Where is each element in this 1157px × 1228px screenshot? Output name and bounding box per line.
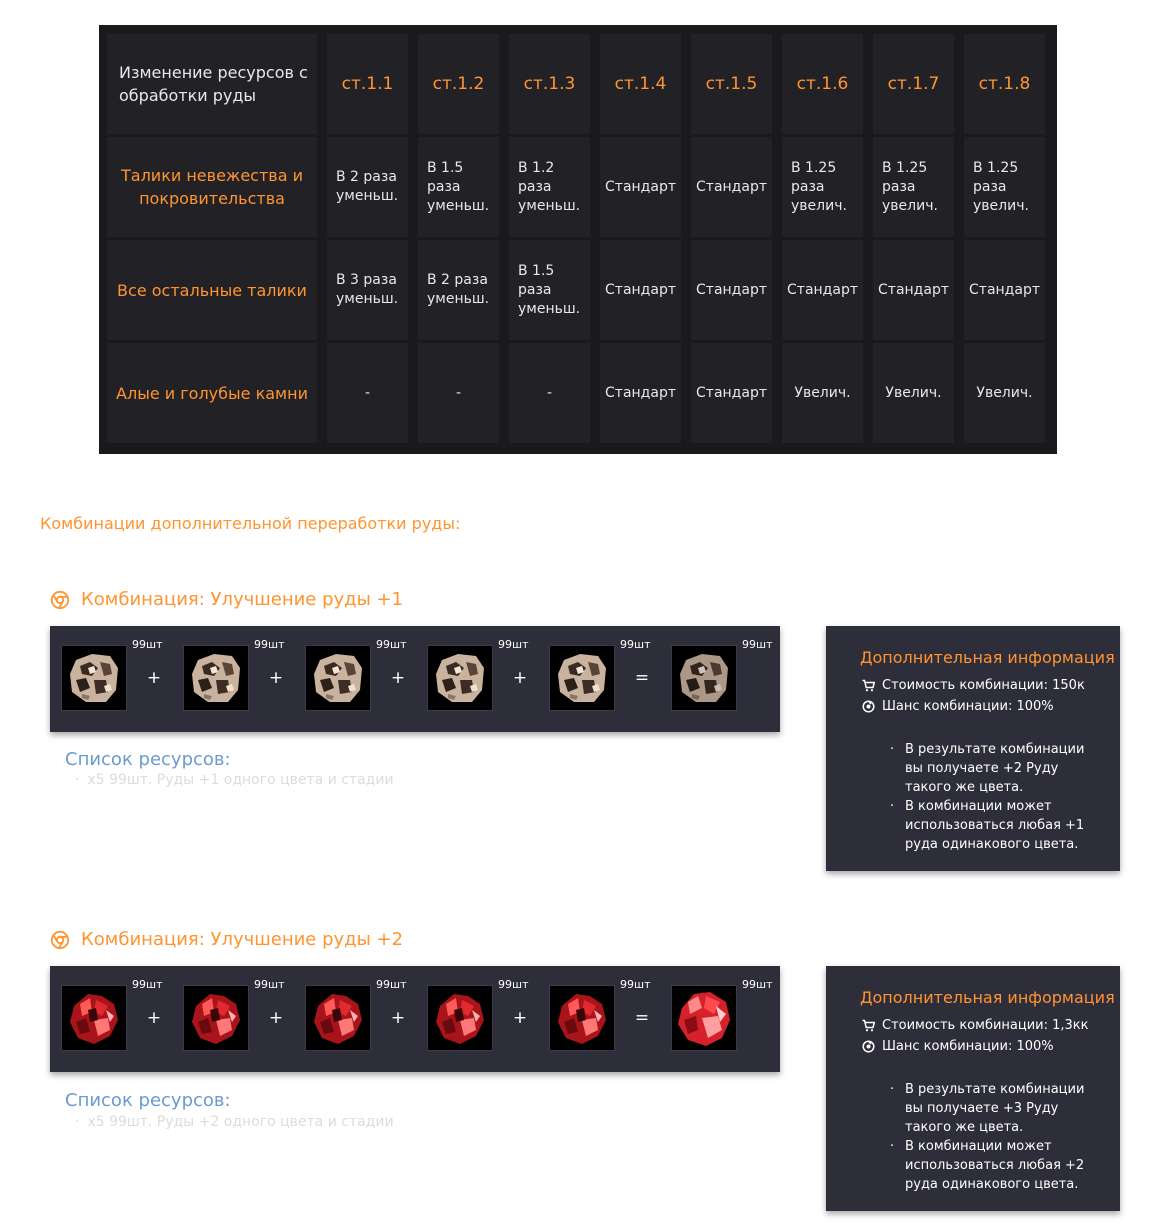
cost-text: Стоимость комбинации: 150к: [882, 678, 1085, 693]
combo-title: [50, 929, 403, 950]
table-cell: Увелич.: [873, 343, 954, 443]
table-cell: В 1.25 раза увелич.: [964, 137, 1045, 237]
table-cell: Стандарт: [782, 240, 863, 340]
table-cell: В 3 раза уменьш.: [327, 240, 408, 340]
ore-slot[interactable]: [305, 645, 371, 711]
info-title: Дополнительная информация: [860, 648, 1115, 667]
chance-text: Шанс комбинации: 100%: [882, 699, 1054, 714]
ore-slot[interactable]: [61, 985, 127, 1051]
quantity-label: 99шт: [132, 978, 163, 991]
quantity-label: 99шт: [498, 978, 529, 991]
info-bullet-text: В результате комбинации вы получаете +2 Руду такого же цвета.: [905, 742, 1085, 795]
table-cell: Увелич.: [964, 343, 1045, 443]
column-header: ст.1.8: [964, 34, 1045, 134]
column-header: ст.1.1: [327, 34, 408, 134]
ore-icon: [550, 646, 614, 710]
table-cell: Стандарт: [873, 240, 954, 340]
table-cell: Стандарт: [600, 240, 681, 340]
cart-icon: [862, 679, 875, 692]
ore-slot[interactable]: [427, 645, 493, 711]
table-cell: Увелич.: [782, 343, 863, 443]
combination-strip: [50, 626, 780, 732]
bullet-dot: ·: [75, 1114, 80, 1130]
info-bullet-text: В комбинации может использоваться любая +1 руда одинакового цвета.: [905, 799, 1085, 852]
plus-sign: +: [146, 668, 162, 688]
chance-icon: [862, 1040, 875, 1053]
info-bullet: [890, 1080, 1102, 1137]
ore-slot[interactable]: [427, 985, 493, 1051]
ore-icon: [306, 986, 370, 1050]
bullet-dot: ·: [890, 799, 895, 814]
ore-slot[interactable]: [549, 985, 615, 1051]
column-header: ст.1.2: [418, 34, 499, 134]
ore-slot[interactable]: [61, 645, 127, 711]
row-header: Все остальные талики: [107, 240, 317, 340]
plus-sign: +: [268, 668, 284, 688]
chance-text: Шанс комбинации: 100%: [882, 1039, 1054, 1054]
result-ore-slot[interactable]: [671, 985, 737, 1051]
quantity-label: 99шт: [376, 638, 407, 651]
quantity-label: 99шт: [498, 638, 529, 651]
quantity-label: 99шт: [132, 638, 163, 651]
info-title: Дополнительная информация: [860, 988, 1115, 1007]
ore-slot[interactable]: [549, 645, 615, 711]
ore-icon: [428, 646, 492, 710]
row-header: Алые и голубые камни: [107, 343, 317, 443]
quantity-label: 99шт: [620, 638, 651, 651]
info-bullet-text: В комбинации может использоваться любая +2 руда одинакового цвета.: [905, 1139, 1085, 1192]
info-bullet-text: В результате комбинации вы получаете +3 Руду такого же цвета.: [905, 1082, 1085, 1135]
cost-line: [862, 678, 1085, 693]
bullet-dot: ·: [75, 772, 80, 788]
table-cell: В 1.25 раза увелич.: [782, 137, 863, 237]
quantity-label: 99шт: [742, 978, 773, 991]
info-bullet: [890, 1137, 1102, 1194]
plus-sign: +: [390, 668, 406, 688]
resources-item: [75, 772, 394, 788]
ore-icon: [62, 986, 126, 1050]
table-cell: -: [509, 343, 590, 443]
ore-icon: [550, 986, 614, 1050]
plus-sign: +: [512, 1008, 528, 1028]
table-cell: В 1.25 раза увелич.: [873, 137, 954, 237]
plus-sign: +: [268, 1008, 284, 1028]
ore-icon: [184, 986, 248, 1050]
ore-icon: [62, 646, 126, 710]
ore-icon: [672, 646, 736, 710]
bullet-dot: ·: [890, 1082, 895, 1097]
column-header: ст.1.6: [782, 34, 863, 134]
ore-slot[interactable]: [183, 645, 249, 711]
ore-icon: [672, 986, 736, 1050]
ore-icon: [184, 646, 248, 710]
resources-item: [75, 1114, 394, 1130]
table-cell: Стандарт: [600, 343, 681, 443]
chance-icon: [862, 700, 875, 713]
plus-sign: +: [146, 1008, 162, 1028]
table-cell: Стандарт: [691, 137, 772, 237]
combination-strip: [50, 966, 780, 1072]
bullet-dot: ·: [890, 1139, 895, 1154]
column-header: ст.1.7: [873, 34, 954, 134]
ore-icon: [428, 986, 492, 1050]
plus-sign: +: [512, 668, 528, 688]
info-panel: [826, 966, 1120, 1211]
ore-icon: [306, 646, 370, 710]
info-bullets: [890, 740, 1102, 854]
chrome-icon: [50, 930, 70, 950]
table-cell: Стандарт: [691, 240, 772, 340]
chance-line: [862, 1039, 1054, 1054]
plus-sign: +: [390, 1008, 406, 1028]
info-panel: [826, 626, 1120, 871]
table-cell: Стандарт: [691, 343, 772, 443]
ore-slot[interactable]: [183, 985, 249, 1051]
cost-line: [862, 1018, 1089, 1033]
ore-processing-table: [99, 25, 1057, 454]
table-corner-header: Изменение ресурсов с обработки руды: [107, 34, 317, 134]
quantity-label: 99шт: [254, 638, 285, 651]
combo-title-text: Комбинация: Улучшение руды +1: [81, 589, 404, 610]
chance-line: [862, 699, 1054, 714]
info-bullets: [890, 1080, 1102, 1194]
table-cell: -: [418, 343, 499, 443]
row-header: Талики невежества и покровительства: [107, 137, 317, 237]
table-cell: Стандарт: [964, 240, 1045, 340]
table-cell: В 2 раза уменьш.: [418, 240, 499, 340]
table-cell: В 1.5 раза уменьш.: [509, 240, 590, 340]
equals-sign: =: [634, 668, 650, 688]
table-cell: -: [327, 343, 408, 443]
combo-title: [50, 589, 403, 610]
table-cell: В 1.5 раза уменьш.: [418, 137, 499, 237]
section-heading: Комбинации дополнительной переработки руды:: [40, 514, 461, 533]
bullet-dot: ·: [890, 742, 895, 757]
result-ore-slot[interactable]: [671, 645, 737, 711]
resources-title: Список ресурсов:: [65, 749, 231, 770]
table-cell: Стандарт: [600, 137, 681, 237]
quantity-label: 99шт: [620, 978, 651, 991]
cart-icon: [862, 1019, 875, 1032]
table-cell: В 2 раза уменьш.: [327, 137, 408, 237]
table-cell: В 1.2 раза уменьш.: [509, 137, 590, 237]
info-bullet: [890, 740, 1102, 797]
column-header: ст.1.5: [691, 34, 772, 134]
resources-item-text: x5 99шт. Руды +2 одного цвета и стадии: [87, 1114, 394, 1130]
column-header: ст.1.4: [600, 34, 681, 134]
column-header: ст.1.3: [509, 34, 590, 134]
resources-item-text: x5 99шт. Руды +1 одного цвета и стадии: [87, 772, 394, 788]
cost-text: Стоимость комбинации: 1,3кк: [882, 1018, 1089, 1033]
equals-sign: =: [634, 1008, 650, 1028]
combo-title-text: Комбинация: Улучшение руды +2: [81, 929, 404, 950]
quantity-label: 99шт: [742, 638, 773, 651]
info-bullet: [890, 797, 1102, 854]
resources-title: Список ресурсов:: [65, 1090, 231, 1111]
chrome-icon: [50, 590, 70, 610]
quantity-label: 99шт: [254, 978, 285, 991]
quantity-label: 99шт: [376, 978, 407, 991]
ore-slot[interactable]: [305, 985, 371, 1051]
